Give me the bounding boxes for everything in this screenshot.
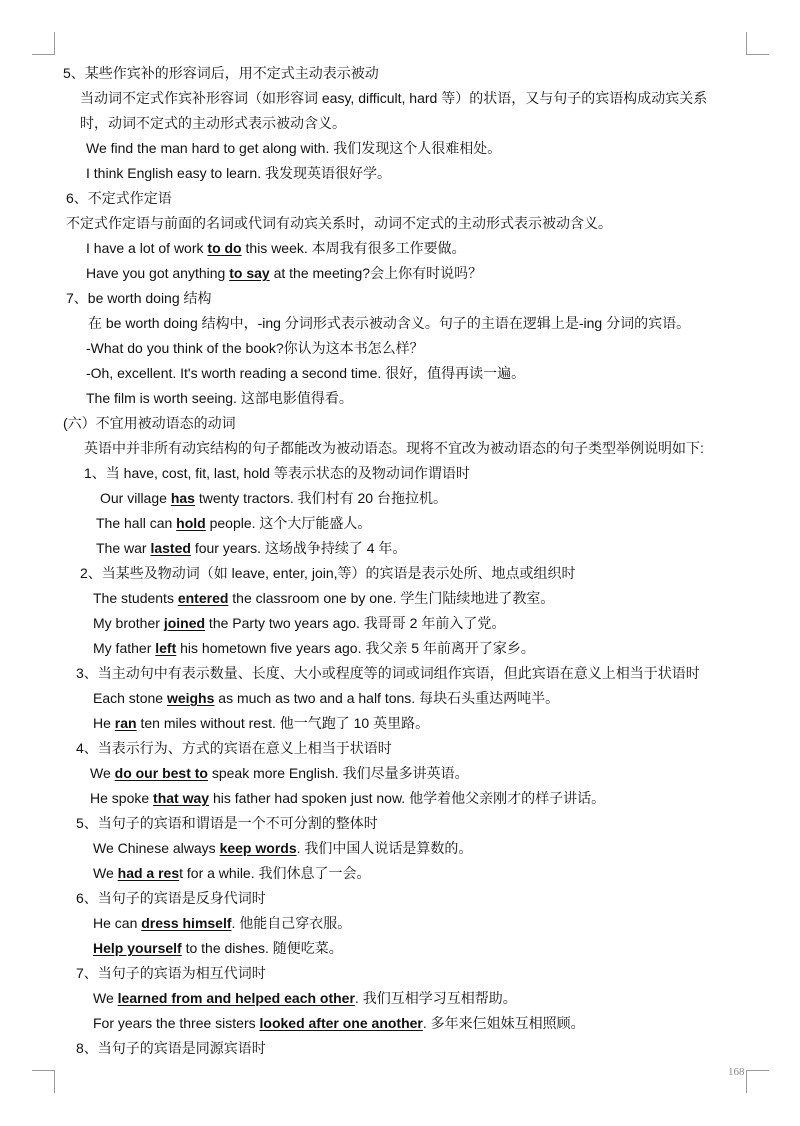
text-span: . 我们中国人说话是算数的。 [296,840,473,856]
text-span: 1、当 have, cost, fit, last, hold 等表示状态的及物动词作谓语时 [84,465,470,481]
text-line [0,886,266,911]
text-span: We [93,865,118,881]
text-line [0,336,424,361]
text-span: We find the man hard to get along with. 我们发现这个人很难相处。 [86,140,502,156]
text-span: He can [93,915,142,931]
crop-mark-top-left [32,32,55,55]
text-span: My father [93,640,156,656]
text-line [0,211,612,236]
text-line [0,636,535,661]
text-span: people. 这个大厅能盛人。 [205,515,372,531]
text-span: I have a lot of work [86,240,208,256]
text-span: He [93,715,115,731]
text-span: Each stone [93,690,167,706]
text-line [0,136,501,161]
text-span: 在 be worth doing 结构中，-ing 分词形式表示被动含义。句子的主语在逻辑上是-ing 分词的宾语。 [88,315,691,331]
underlined-phrase: joined [163,615,206,631]
text-line [0,286,212,311]
text-span: as much as two and a half tons. 每块石头重达两吨半。 [214,690,560,706]
text-span: (六）不宜用被动语态的动词 [63,415,236,431]
text-span: 英语中并非所有动宾结构的句子都能改为被动语态。现将不宜改为被动语态的句子类型举例说明如下: [84,440,704,456]
text-line [0,61,379,86]
underlined-phrase: ran [114,715,137,731]
text-line [0,711,429,736]
text-span: four years. 这场战争持续了 4 年。 [190,540,407,556]
text-line [0,436,704,461]
text-line [0,936,343,961]
underlined-phrase: keep words [219,840,297,856]
text-span: The film is worth seeing. 这部电影值得看。 [86,390,353,406]
page-number: 168 [728,1066,745,1078]
text-span: 5、当句子的宾语和谓语是一个不可分割的整体时 [76,815,378,831]
crop-mark-top-right [746,32,769,55]
text-span: ten miles without rest. 他一气跑了 10 英里路。 [136,715,430,731]
text-span: the Party two years ago. 我哥哥 2 年前入了党。 [205,615,506,631]
text-span: -Oh, excellent. It's worth reading a second time. 很好，值得再读一遍。 [86,365,526,381]
text-line [0,161,391,186]
text-span: his father had spoken just now. 他学着他父亲刚才的样子讲话。 [209,790,606,806]
text-line [0,186,172,211]
text-span: 3、当主动句中有表示数量、长度、大小或程度等的词或词组作宾语，但此宾语在意义上相当于状语时 [76,665,700,681]
underlined-phrase: to do [207,240,242,256]
text-span: 当动词不定式作宾补形容词（如形容词 easy, difficult, hard 等）的状语，又与句子的宾语构成动宾关系 [80,90,708,106]
text-line [0,836,472,861]
text-span: 不定式作定语与前面的名词或代词有动宾关系时，动词不定式的主动形式表示被动含义。 [66,215,612,231]
text-span: to the dishes. 随便吃菜。 [181,940,343,956]
text-span: 4、当表示行为、方式的宾语在意义上相当于状语时 [76,740,392,756]
text-line [0,1036,266,1061]
text-span: For years the three sisters [93,1015,260,1031]
text-line [0,986,517,1011]
text-line [0,536,406,561]
text-line [0,86,707,111]
underlined-phrase: hold [176,515,206,531]
text-span: at the meeting?会上你有时说吗？ [269,265,483,281]
underlined-phrase: dress himself [141,915,232,931]
text-span: 7、be worth doing 结构 [66,290,212,306]
text-line [0,861,371,886]
underlined-phrase: to say [229,265,270,281]
text-line [0,561,576,586]
text-line [0,786,605,811]
text-span: I think English easy to learn. 我发现英语很好学。 [86,165,391,181]
text-span: 7、当句子的宾语为相互代词时 [76,965,266,981]
text-span: -What do you think of the book?你认为这本书怎么样？ [86,340,424,356]
underlined-phrase: has [170,490,195,506]
text-line [0,511,371,536]
underlined-phrase: had a res [117,865,180,881]
text-span: The students [93,590,178,606]
text-line [0,961,266,986]
text-span: My brother [93,615,164,631]
text-line [0,261,482,286]
text-line [0,736,392,761]
text-span: We Chinese always [93,840,220,856]
text-span: speak more English. 我们尽量多讲英语。 [207,765,469,781]
text-span: . 我们互相学习互相帮助。 [354,990,517,1006]
text-line [0,1011,585,1036]
text-span: 6、不定式作定语 [66,190,172,206]
text-span: 6、当句子的宾语是反身代词时 [76,890,266,906]
text-span: Have you got anything [86,265,230,281]
text-line [0,686,559,711]
text-span: 时，动词不定式的主动形式表示被动含义。 [80,115,346,131]
underlined-phrase: learned from and helped each other [117,990,355,1006]
text-span: . 多年来仨姐妹互相照顾。 [422,1015,585,1031]
text-line [0,486,447,511]
text-line [0,361,525,386]
text-span: He spoke [90,790,154,806]
underlined-phrase: entered [177,590,229,606]
text-span: his hometown five years ago. 我父亲 5 年前离开了家乡。 [176,640,535,656]
text-line [0,811,378,836]
text-span: twenty tractors. 我们村有 20 台拖拉机。 [194,490,447,506]
text-span: 5、某些作宾补的形容词后，用不定式主动表示被动 [63,65,379,81]
text-span: t for a while. 我们休息了一会。 [179,865,371,881]
text-span: Our village [100,490,171,506]
text-line [0,386,353,411]
underlined-phrase: left [155,640,177,656]
text-span: We [93,990,118,1006]
text-span: 2、当某些及物动词（如 leave, enter, join,等）的宾语是表示处所、地点或组织时 [80,565,576,581]
text-line [0,761,469,786]
text-span: this week. 本周我有很多工作要做。 [241,240,466,256]
text-line [0,411,236,436]
text-line [0,586,554,611]
text-span: The hall can [96,515,177,531]
text-span: The war [96,540,151,556]
crop-mark-bottom-left [32,1070,55,1093]
underlined-phrase: looked after one another [259,1015,423,1031]
text-line [0,611,505,636]
text-span: the classroom one by one. 学生门陆续地进了教室。 [228,590,555,606]
text-line [0,236,466,261]
underlined-phrase: weighs [166,690,215,706]
underlined-phrase: that way [153,790,210,806]
text-span: 8、当句子的宾语是同源宾语时 [76,1040,266,1056]
underlined-phrase: Help yourself [93,940,182,956]
underlined-phrase: do our best to [114,765,208,781]
crop-mark-bottom-right [746,1070,769,1093]
text-line [0,911,351,936]
text-line [0,311,690,336]
underlined-phrase: lasted [150,540,191,556]
text-line [0,461,470,486]
text-span: . 他能自己穿衣服。 [231,915,352,931]
text-line [0,661,700,686]
text-span: We [90,765,115,781]
text-line [0,111,346,136]
